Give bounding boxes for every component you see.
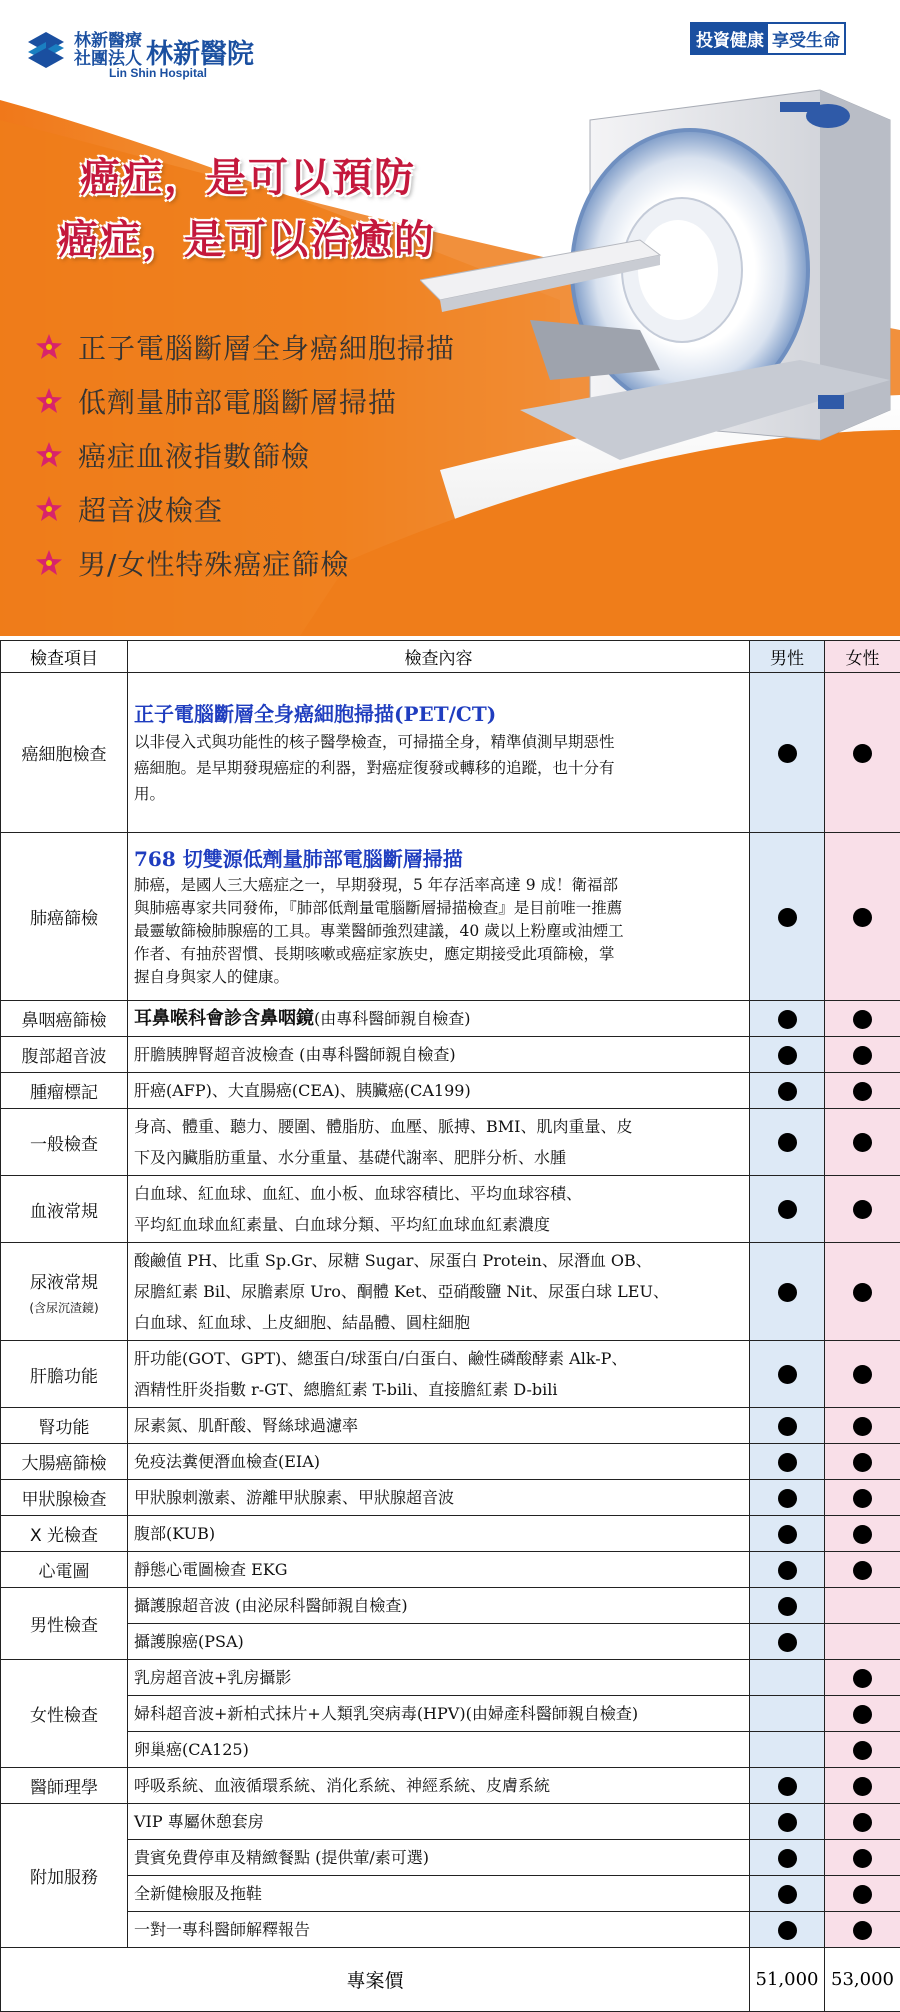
star-bullet-icon <box>34 440 64 470</box>
included-dot-icon <box>778 1777 797 1796</box>
included-dot-icon <box>853 1365 872 1384</box>
row-category: 腫瘤標記 <box>1 1073 128 1109</box>
included-dot-icon <box>853 1813 872 1832</box>
row-category: 甲狀腺檢查 <box>1 1480 128 1516</box>
included-dot-icon <box>778 1046 797 1065</box>
price-female: 53,000 <box>825 1948 900 2012</box>
included-dot-icon <box>853 744 872 763</box>
included-dot-icon <box>778 1365 797 1384</box>
content-line: 酒精性肝炎指數 r-GT、總膽紅素 T-bili、直接膽紅素 D-bili <box>134 1374 743 1405</box>
male-check <box>750 1696 825 1732</box>
table-row <box>1 1109 900 1176</box>
included-dot-icon <box>853 1849 872 1868</box>
hospital-logo-icon <box>24 28 68 72</box>
row-content: 卵巢癌(CA125) <box>128 1732 750 1768</box>
included-dot-icon <box>778 1417 797 1436</box>
row-content: 一對一專科醫師解釋報告 <box>128 1912 750 1948</box>
desc-line: 癌細胞。是早期發現癌症的利器，對癌症復發或轉移的追蹤，也十分有 <box>134 755 743 781</box>
included-dot-icon <box>853 1082 872 1101</box>
content-line: 下及內臟脂肪重量、水分重量、基礎代謝率、肥胖分析、水腫 <box>134 1142 743 1173</box>
male-check <box>750 1243 825 1341</box>
desc-line: 最靈敏篩檢肺腺癌的工具。專業醫師強烈建議，40 歲以上粉塵或油煙工 <box>134 920 743 943</box>
feature-item <box>34 374 455 428</box>
included-dot-icon <box>778 1133 797 1152</box>
feature-list <box>34 320 455 590</box>
row-content <box>128 673 750 833</box>
row-content: 呼吸系統、血液循環系統、消化系統、神經系統、皮膚系統 <box>128 1768 750 1804</box>
row-category: 癌細胞檢查 <box>1 673 128 833</box>
female-check <box>825 1768 900 1804</box>
content-line: 白血球、紅血球、血紅、血小板、血球容積比、平均血球容積、 <box>134 1178 743 1209</box>
table-row <box>1 1876 900 1912</box>
table-row <box>1 1552 900 1588</box>
included-dot-icon <box>778 1813 797 1832</box>
included-dot-icon <box>853 1453 872 1472</box>
male-check <box>750 1073 825 1109</box>
male-check <box>750 1408 825 1444</box>
female-check <box>825 1109 900 1176</box>
row-category: 男性檢查 <box>1 1588 128 1660</box>
row-category: 心電圖 <box>1 1552 128 1588</box>
table-row <box>1 1341 900 1408</box>
included-dot-icon <box>778 744 797 763</box>
feature-label: 正子電腦斷層全身癌細胞掃描 <box>78 327 455 367</box>
male-check <box>750 1516 825 1552</box>
table-row <box>1 1912 900 1948</box>
female-check <box>825 1840 900 1876</box>
desc-line: 用。 <box>134 781 743 807</box>
content-line: 身高、體重、聽力、腰圍、體脂肪、血壓、脈搏、BMI、肌肉重量、皮 <box>134 1111 743 1142</box>
male-check <box>750 1341 825 1408</box>
category-sub-label: (含尿沉渣鏡) <box>1 1299 127 1316</box>
star-bullet-icon <box>34 494 64 524</box>
table-row <box>1 673 900 833</box>
female-check <box>825 1037 900 1073</box>
table-row <box>1 1037 900 1073</box>
row-content <box>128 1341 750 1408</box>
desc-line: 作者、有抽菸習慣、長期咳嗽或癌症家族史，應定期接受此項篩檢，掌 <box>134 943 743 966</box>
male-check <box>750 1840 825 1876</box>
row-content: 尿素氮、肌酐酸、腎絲球過濾率 <box>128 1408 750 1444</box>
row-content: 婦科超音波+新柏式抹片+人類乳突病毒(HPV)(由婦產科醫師親自檢查) <box>128 1696 750 1732</box>
table-row <box>1 1243 900 1341</box>
content-line: 酸鹼值 PH、比重 Sp.Gr、尿糖 Sugar、尿蛋白 Protein、尿潛血 OB、 <box>134 1245 743 1276</box>
male-check <box>750 1732 825 1768</box>
male-check <box>750 1912 825 1948</box>
female-check <box>825 1001 900 1037</box>
male-check <box>750 1444 825 1480</box>
table-row <box>1 1840 900 1876</box>
male-check <box>750 1037 825 1073</box>
included-dot-icon <box>853 1283 872 1302</box>
included-dot-icon <box>778 1849 797 1868</box>
feature-item <box>34 536 455 590</box>
row-category: 鼻咽癌篩檢 <box>1 1001 128 1037</box>
row-content: 肝膽胰脾腎超音波檢查 (由專科醫師親自檢查) <box>128 1037 750 1073</box>
row-content: 肝癌(AFP)、大直腸癌(CEA)、胰臟癌(CA199) <box>128 1073 750 1109</box>
female-check <box>825 1176 900 1243</box>
included-dot-icon <box>778 908 797 927</box>
included-dot-icon <box>853 1010 872 1029</box>
male-check <box>750 1768 825 1804</box>
female-check <box>825 1341 900 1408</box>
row-category: 附加服務 <box>1 1804 128 1948</box>
row-content: VIP 專屬休憩套房 <box>128 1804 750 1840</box>
row-content <box>128 1176 750 1243</box>
included-dot-icon <box>778 1010 797 1029</box>
row-content <box>128 833 750 1001</box>
male-check <box>750 1804 825 1840</box>
row-category: 肺癌篩檢 <box>1 833 128 1001</box>
exam-items-table <box>0 640 900 2012</box>
desc-line: 握自身與家人的健康。 <box>134 966 743 989</box>
table-header-row <box>1 641 900 673</box>
included-dot-icon <box>853 908 872 927</box>
table-row <box>1 1444 900 1480</box>
male-check <box>750 1001 825 1037</box>
price-male: 51,000 <box>750 1948 825 2012</box>
row-category: X 光檢查 <box>1 1516 128 1552</box>
content-line: 肝功能(GOT、GPT)、總蛋白/球蛋白/白蛋白、鹼性磷酸酵素 Alk-P、 <box>134 1343 743 1374</box>
hospital-name: 林新醫院 <box>146 41 254 68</box>
included-dot-icon <box>778 1283 797 1302</box>
exam-note: (由專科醫師親自檢查) <box>314 1009 471 1028</box>
included-dot-icon <box>778 1200 797 1219</box>
included-dot-icon <box>778 1453 797 1472</box>
table-row <box>1 833 900 1001</box>
female-check <box>825 833 900 1001</box>
male-check <box>750 1624 825 1660</box>
content-line: 平均紅血球血紅素量、白血球分類、平均紅血球血紅素濃度 <box>134 1209 743 1240</box>
feature-label: 癌症血液指數篩檢 <box>78 435 310 475</box>
included-dot-icon <box>853 1921 872 1940</box>
table-row <box>1 1624 900 1660</box>
included-dot-icon <box>853 1133 872 1152</box>
included-dot-icon <box>853 1046 872 1065</box>
row-content: 靜態心電圖檢查 EKG <box>128 1552 750 1588</box>
row-content <box>128 1001 750 1037</box>
included-dot-icon <box>778 1633 797 1652</box>
male-check <box>750 1876 825 1912</box>
row-content: 全新健檢服及拖鞋 <box>128 1876 750 1912</box>
row-category: 醫師理學 <box>1 1768 128 1804</box>
table-row <box>1 1588 900 1624</box>
slogan-badge <box>690 22 846 55</box>
included-dot-icon <box>853 1705 872 1724</box>
header-content: 檢查內容 <box>128 641 750 673</box>
female-check <box>825 1444 900 1480</box>
row-category: 肝膽功能 <box>1 1341 128 1408</box>
table-row <box>1 1804 900 1840</box>
header-item: 檢查項目 <box>1 641 128 673</box>
row-content: 攝護腺癌(PSA) <box>128 1624 750 1660</box>
table-row <box>1 1660 900 1696</box>
logo-org-line2: 社團法人 <box>74 51 142 68</box>
table-row <box>1 1516 900 1552</box>
star-bullet-icon <box>34 332 64 362</box>
row-content <box>128 1243 750 1341</box>
male-check <box>750 833 825 1001</box>
included-dot-icon <box>853 1741 872 1760</box>
row-content: 乳房超音波+乳房攝影 <box>128 1660 750 1696</box>
feature-item <box>34 482 455 536</box>
row-content: 攝護腺超音波 (由泌尿科醫師親自檢查) <box>128 1588 750 1624</box>
row-content: 貴賓免費停車及精緻餐點 (提供葷/素可選) <box>128 1840 750 1876</box>
included-dot-icon <box>853 1561 872 1580</box>
feature-label: 超音波檢查 <box>78 489 223 529</box>
included-dot-icon <box>778 1921 797 1940</box>
desc-line: 以非侵入式與功能性的核子醫學檢查，可掃描全身，精準偵測早期惡性 <box>134 729 743 755</box>
male-check <box>750 1588 825 1624</box>
slogan-part2: 享受生命 <box>768 24 844 53</box>
female-check <box>825 1408 900 1444</box>
headline-cure: 癌症，是可以治癒的 <box>58 208 436 265</box>
row-content: 腹部(KUB) <box>128 1516 750 1552</box>
exam-title: 768 切雙源低劑量肺部電腦斷層掃描 <box>134 844 743 874</box>
female-check <box>825 1732 900 1768</box>
slogan-part1: 投資健康 <box>692 24 768 53</box>
female-check <box>825 1243 900 1341</box>
promo-banner <box>0 0 900 636</box>
table-row <box>1 1001 900 1037</box>
female-check <box>825 673 900 833</box>
feature-item <box>34 428 455 482</box>
row-category: 大腸癌篩檢 <box>1 1444 128 1480</box>
category-label: 尿液常規 <box>30 1273 98 1293</box>
star-bullet-icon <box>34 386 64 416</box>
table-row <box>1 1408 900 1444</box>
feature-item <box>34 320 455 374</box>
table-row <box>1 1768 900 1804</box>
header-female: 女性 <box>825 641 900 673</box>
content-line: 白血球、紅血球、上皮細胞、結晶體、圓柱細胞 <box>134 1307 743 1338</box>
included-dot-icon <box>778 1489 797 1508</box>
exam-title: 耳鼻喉科會診含鼻咽鏡 <box>134 1008 314 1029</box>
female-check <box>825 1588 900 1624</box>
table-row <box>1 1480 900 1516</box>
female-check <box>825 1624 900 1660</box>
included-dot-icon <box>778 1525 797 1544</box>
row-category: 女性檢查 <box>1 1660 128 1768</box>
row-category <box>1 1243 128 1341</box>
price-label: 專案價 <box>1 1948 750 2012</box>
female-check <box>825 1073 900 1109</box>
included-dot-icon <box>853 1885 872 1904</box>
female-check <box>825 1804 900 1840</box>
male-check <box>750 1552 825 1588</box>
included-dot-icon <box>853 1669 872 1688</box>
table-row <box>1 1732 900 1768</box>
female-check <box>825 1660 900 1696</box>
included-dot-icon <box>778 1597 797 1616</box>
row-category: 腎功能 <box>1 1408 128 1444</box>
header-male: 男性 <box>750 641 825 673</box>
female-check <box>825 1552 900 1588</box>
hospital-name-en: Lin Shin Hospital <box>109 66 207 80</box>
male-check <box>750 1480 825 1516</box>
headline-prevent: 癌症，是可以預防 <box>80 146 416 203</box>
female-check <box>825 1876 900 1912</box>
content-line: 尿膽紅素 Bil、尿膽素原 Uro、酮體 Ket、亞硝酸鹽 Nit、尿蛋白球 LEU、 <box>134 1276 743 1307</box>
included-dot-icon <box>778 1082 797 1101</box>
desc-line: 肺癌，是國人三大癌症之一，早期發現，5 年存活率高達 9 成！衛福部 <box>134 874 743 897</box>
logo-org-line1: 林新醫療 <box>74 32 142 51</box>
row-category: 腹部超音波 <box>1 1037 128 1073</box>
price-row <box>1 1948 900 2012</box>
row-content: 免疫法糞便潛血檢查(EIA) <box>128 1444 750 1480</box>
pet-ct-scanner-image <box>420 80 900 500</box>
male-check <box>750 1109 825 1176</box>
row-category: 血液常規 <box>1 1176 128 1243</box>
star-bullet-icon <box>34 548 64 578</box>
female-check <box>825 1516 900 1552</box>
included-dot-icon <box>853 1489 872 1508</box>
table-row <box>1 1696 900 1732</box>
male-check <box>750 673 825 833</box>
included-dot-icon <box>853 1200 872 1219</box>
included-dot-icon <box>853 1777 872 1796</box>
female-check <box>825 1696 900 1732</box>
included-dot-icon <box>778 1885 797 1904</box>
female-check <box>825 1480 900 1516</box>
feature-label: 低劑量肺部電腦斷層掃描 <box>78 381 397 421</box>
table-row <box>1 1176 900 1243</box>
desc-line: 與肺癌專家共同發佈，『肺部低劑量電腦斷層掃描檢查』是目前唯一推薦 <box>134 897 743 920</box>
female-check <box>825 1912 900 1948</box>
table-row <box>1 1073 900 1109</box>
included-dot-icon <box>853 1417 872 1436</box>
row-content <box>128 1109 750 1176</box>
row-category: 一般檢查 <box>1 1109 128 1176</box>
feature-label: 男/女性特殊癌症篩檢 <box>78 543 349 583</box>
row-content: 甲狀腺刺激素、游離甲狀腺素、甲狀腺超音波 <box>128 1480 750 1516</box>
included-dot-icon <box>853 1525 872 1544</box>
exam-title: 正子電腦斷層全身癌細胞掃描(PET/CT) <box>134 699 743 729</box>
male-check <box>750 1660 825 1696</box>
male-check <box>750 1176 825 1243</box>
included-dot-icon <box>778 1561 797 1580</box>
